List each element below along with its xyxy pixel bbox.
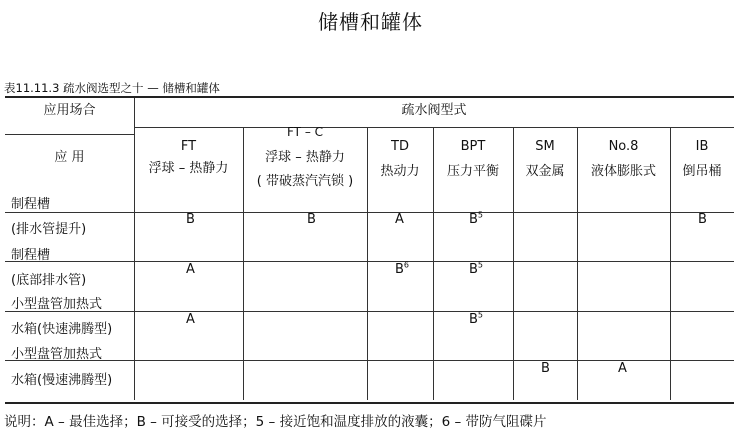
rating-footnote: 5 (477, 260, 484, 270)
rating-mark: $B^5$ (469, 310, 484, 327)
row-3-label-line2: 水箱(快速沸腾型) (11, 322, 113, 337)
type-name-ftc-sub: ( 带破蒸汽汽锁 ) (256, 174, 354, 189)
rating-mark: B (186, 212, 195, 227)
usage-label: 应 用 (54, 150, 85, 165)
type-code-sm: SM (535, 139, 555, 154)
row-1-label-line1: 制程槽 (11, 197, 51, 212)
rating-mark: $B^5$ (469, 260, 484, 277)
type-code-no8: No.8 (608, 139, 639, 154)
type-name-td: 热动力 (380, 164, 420, 179)
row-4-label-line2: 水箱(慢速沸腾型) (11, 373, 113, 388)
legend-note: 说明：A – 最佳选择；B – 可接受的选择；5 – 接近饱和温度排放的液囊；6 – 带防气阻碟片 (4, 414, 547, 430)
rating-mark: $B^6$ (395, 260, 410, 277)
trap-type-group-header: 疏水阀型式 (401, 103, 467, 118)
trap-selection-table (5, 96, 734, 404)
application-column-header: 应用场合 (43, 103, 96, 118)
rating-mark: B (698, 212, 707, 227)
type-name-bpt: 压力平衡 (446, 164, 499, 179)
rating-mark: B (541, 361, 550, 376)
page-title: 储槽和罐体 (318, 10, 423, 34)
row-2-label-line1: 制程槽 (11, 248, 51, 263)
type-name-ft: 浮球 – 热静力 (148, 161, 229, 176)
row-2-label-line2: (底部排水管) (11, 273, 87, 288)
type-name-ib: 倒吊桶 (682, 164, 722, 179)
rating-mark: A (186, 262, 195, 277)
row-3-label-line1: 小型盘管加热式 (11, 297, 103, 312)
table-caption: 表11.11.3 疏水阀选型之十 — 储槽和罐体 (4, 81, 220, 95)
type-code-ft: FT (180, 139, 197, 154)
type-code-ib: IB (695, 139, 709, 154)
rating-mark: B (307, 212, 316, 227)
rating-mark: A (395, 212, 404, 227)
rating-footnote: 5 (477, 310, 484, 320)
rating-mark: A (618, 361, 627, 376)
type-code-bpt: BPT (460, 139, 486, 154)
rating-mark: $B^5$ (469, 210, 484, 227)
row-1-label-line2: (排水管提升) (11, 222, 87, 237)
type-name-no8: 液体膨胀式 (590, 164, 656, 179)
rating-mark: A (186, 312, 195, 327)
type-name-sm: 双金属 (525, 164, 565, 179)
row-4-label-line1: 小型盘管加热式 (11, 347, 103, 362)
type-name-ftc: 浮球 – 热静力 (265, 150, 345, 165)
rating-footnote: 5 (477, 210, 484, 220)
type-code-td: TD (391, 139, 409, 154)
ftc-code: FT – C (286, 125, 324, 139)
rating-footnote: 6 (403, 260, 410, 270)
